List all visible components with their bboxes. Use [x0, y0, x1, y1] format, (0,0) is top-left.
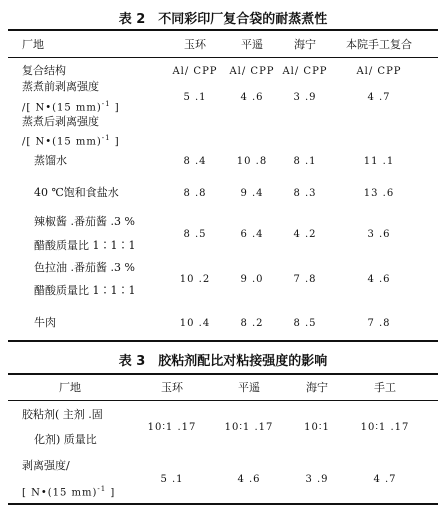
table2-header-yuhuan: 玉环 — [184, 38, 206, 51]
before-value: 4 .7 — [367, 92, 391, 103]
table2-header-place: 厂地 — [22, 38, 44, 51]
peel-value: 4 .7 — [373, 474, 397, 485]
row-label-line2: 醋酸质量比 1∶1∶1 — [34, 284, 136, 297]
row-value: 10 .4 — [179, 318, 211, 329]
row-label: 40 ℃饱和食盐水 — [34, 186, 119, 199]
after-unit: /[ N•(15 mm) — [22, 136, 102, 148]
after-label-line1: 蒸煮后剥离强度 — [22, 115, 99, 128]
row-value: 7 .8 — [367, 318, 391, 329]
table3-header-pingyao: 平遥 — [238, 381, 260, 394]
table3-header-haining: 海宁 — [306, 381, 328, 394]
row-value: 8 .5 — [183, 229, 207, 240]
row-value: 8 .4 — [183, 156, 207, 167]
ratio-label-line1: 胶粘剂( 主剂 .固 — [22, 408, 103, 421]
row-label: 蒸馏水 — [34, 154, 67, 167]
row-label: 牛肉 — [34, 316, 56, 329]
structure-value: Al/ CPP — [229, 66, 275, 77]
ratio-label-line2: 化剂) 质量比 — [34, 433, 97, 446]
peel-label-line2 — [22, 482, 115, 500]
row-value: 4 .2 — [293, 229, 317, 240]
after-unit-close: ] — [110, 136, 120, 148]
peel-value: 3 .9 — [305, 474, 329, 485]
table3-header-rule — [8, 400, 438, 401]
row-value: 7 .8 — [293, 274, 317, 285]
ratio-value: 10∶1 .17 — [360, 422, 410, 433]
table3-bottom-rule — [8, 503, 438, 505]
row-label: 色拉油 .番茄酱 .3 % — [34, 261, 135, 274]
table2-header-haining: 海宁 — [294, 38, 316, 51]
after-unit-sup: -1 — [101, 134, 111, 142]
row-value: 8 .1 — [293, 156, 317, 167]
row-value: 8 .2 — [240, 318, 264, 329]
peel-value: 5 .1 — [160, 474, 184, 485]
table2-bottom-rule — [8, 340, 438, 342]
row-value: 8 .3 — [293, 188, 317, 199]
table3-header-manual: 手工 — [374, 381, 396, 394]
table3-header-yuhuan: 玉环 — [161, 381, 183, 394]
ratio-value: 10∶1 .17 — [147, 422, 197, 433]
structure-label: 复合结构 — [22, 64, 66, 77]
row-label: 辣椒酱 .番茄酱 .3 % — [34, 215, 135, 228]
ratio-value: 10∶1 — [304, 422, 330, 433]
peel-unit-close: ] — [106, 487, 116, 499]
before-value: 5 .1 — [183, 92, 207, 103]
row-label-line2: 醋酸质量比 1∶1∶1 — [34, 239, 136, 252]
table2-top-rule — [8, 29, 438, 31]
peel-unit: [ N•(15 mm) — [22, 487, 98, 499]
structure-value: Al/ CPP — [282, 66, 328, 77]
row-value: 8 .5 — [293, 318, 317, 329]
before-value: 4 .6 — [240, 92, 264, 103]
table2-header-manual: 本院手工复合 — [346, 38, 412, 51]
peel-value: 4 .6 — [237, 474, 261, 485]
row-value: 9 .4 — [240, 188, 264, 199]
peel-unit-sup: -1 — [97, 485, 107, 493]
row-value: 10 .2 — [179, 274, 211, 285]
row-value: 8 .8 — [183, 188, 207, 199]
row-value: 6 .4 — [240, 229, 264, 240]
before-unit: /[ N•(15 mm) — [22, 102, 102, 114]
table3-header-place: 厂地 — [59, 381, 81, 394]
row-value: 4 .6 — [367, 274, 391, 285]
table3-top-rule — [8, 373, 438, 375]
table2-header-pingyao: 平遥 — [241, 38, 263, 51]
structure-value: Al/ CPP — [172, 66, 218, 77]
before-label-line2 — [22, 97, 120, 115]
ratio-value: 10∶1 .17 — [224, 422, 274, 433]
row-value: 13 .6 — [363, 188, 395, 199]
after-label-line2 — [22, 131, 120, 149]
row-value: 10 .8 — [236, 156, 268, 167]
table3-title: 表 3 胶粘剂配比对粘接强度的影响 — [118, 354, 328, 369]
before-label-line1: 蒸煮前剥离强度 — [22, 80, 99, 93]
row-value: 9 .0 — [240, 274, 264, 285]
row-value: 3 .6 — [367, 229, 391, 240]
before-unit-sup: -1 — [101, 100, 111, 108]
table2-title: 表 2 不同彩印厂复合袋的耐蒸煮性 — [118, 12, 328, 27]
before-unit-close: ] — [110, 102, 120, 114]
peel-label-line1: 剥离强度/ — [22, 459, 70, 472]
table2-header-rule — [8, 57, 438, 58]
before-value: 3 .9 — [293, 92, 317, 103]
row-value: 11 .1 — [363, 156, 395, 167]
structure-value: Al/ CPP — [356, 66, 402, 77]
